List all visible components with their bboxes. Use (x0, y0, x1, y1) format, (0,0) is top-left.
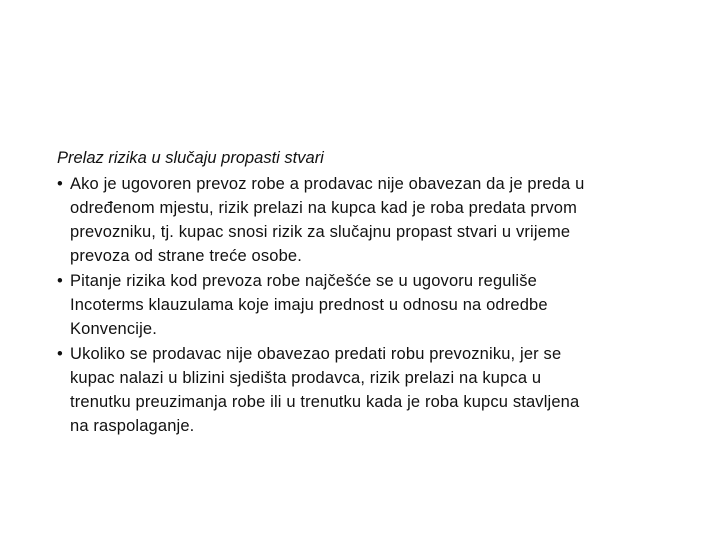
bullet-line: trenutku preuzimanja robe ili u trenutku kada je roba kupcu stavljena (70, 393, 580, 411)
bullet-line: Ukoliko se prodavac nije obavezao predati robu prevozniku, jer se (70, 345, 562, 363)
bullet-line: Incoterms klauzulama koje imaju prednost u odnosu na odredbe (70, 296, 548, 314)
bullet-line: Konvencije. (70, 320, 157, 338)
bullet-line: prevozniku, tj. kupac snosi rizik za slučajnu propast stvari u vrijeme (70, 223, 571, 241)
bullet-list (57, 172, 687, 438)
bullet-item-1 (57, 172, 687, 268)
bullet-item-2 (57, 269, 687, 341)
bullet-dot: • (57, 175, 63, 193)
bullet-line: kupac nalazi u blizini sjedišta prodavca, rizik prelazi na kupca u (70, 369, 542, 387)
bullet-dot: • (57, 345, 63, 363)
bullet-line: Ako je ugovoren prevoz robe a prodavac nije obavezan da je preda u (70, 175, 585, 193)
bullet-line: prevoza od strane treće osobe. (70, 247, 302, 265)
bullet-item-3 (57, 342, 687, 438)
bullet-line: određenom mjestu, rizik prelazi na kupca kad je roba predata prvom (70, 199, 577, 217)
slide-content (57, 146, 687, 439)
bullet-dot: • (57, 272, 63, 290)
slide-heading: Prelaz rizika u slučaju propasti stvari (57, 149, 324, 167)
bullet-line: Pitanje rizika kod prevoza robe najčešće se u ugovoru reguliše (70, 272, 537, 290)
bullet-line: na raspolaganje. (70, 417, 195, 435)
